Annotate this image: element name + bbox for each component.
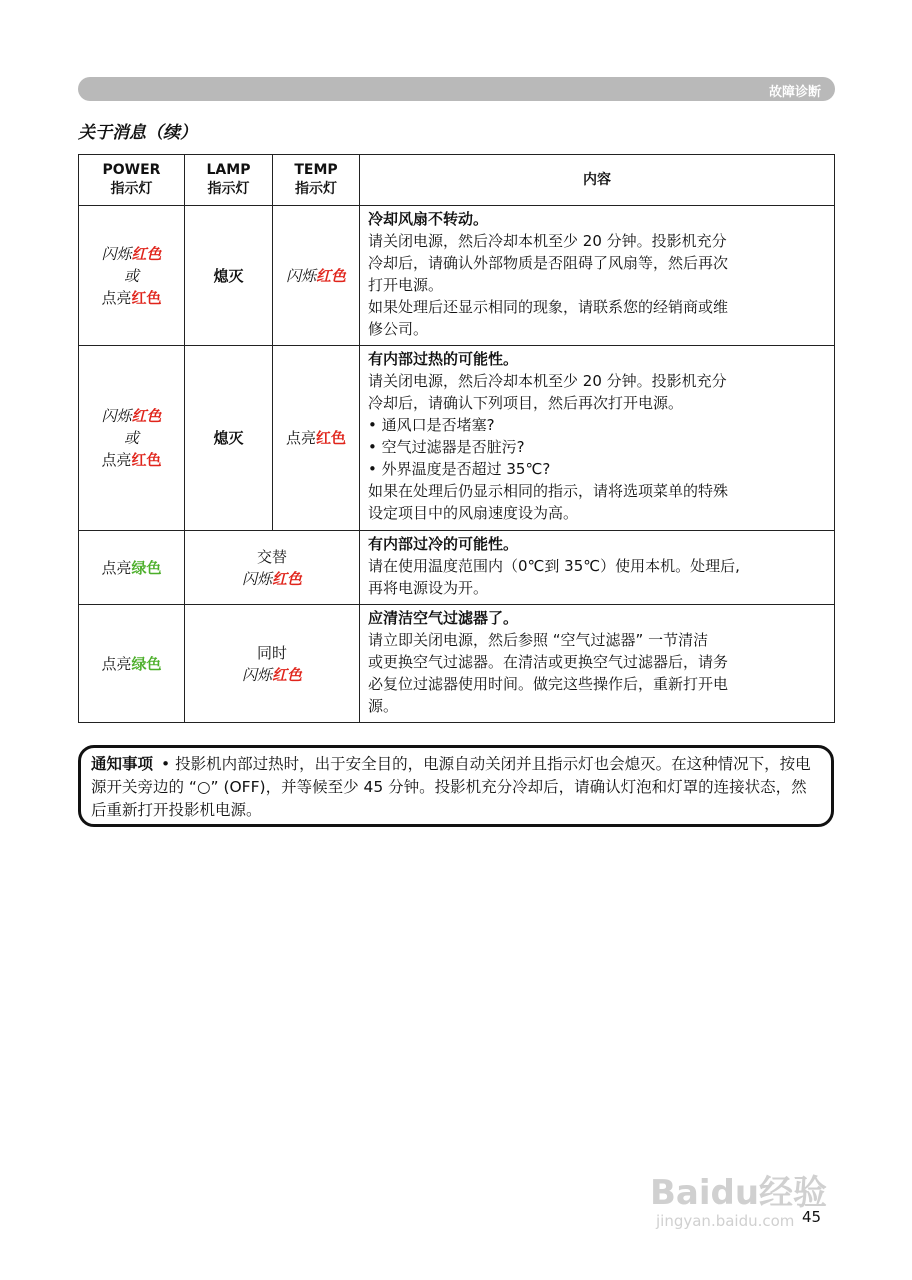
- notice-box: [78, 745, 834, 827]
- lamp-temp-mode: 同时: [256, 643, 287, 662]
- content-line: 必复位过滤器使用时间。做完这些操作后，重新打开电: [368, 675, 729, 693]
- content-line: 源。: [368, 697, 399, 715]
- content-cell: [360, 605, 835, 723]
- table-row: [79, 206, 835, 346]
- header-power-l1: POWER: [102, 162, 161, 178]
- power-state-alt: 点亮: [101, 451, 132, 469]
- content-line: 修公司。: [368, 320, 429, 338]
- header-lamp-l1: LAMP: [206, 162, 251, 178]
- header-lamp-l2: 指示灯: [207, 181, 250, 197]
- power-or: 或: [123, 429, 139, 447]
- notice-label: 通知事项: [91, 755, 154, 773]
- content-cell: [360, 531, 835, 605]
- temp-state: 点亮: [285, 429, 316, 447]
- content-line: 再将电源设为开。: [368, 579, 489, 597]
- header-temp: [273, 155, 360, 206]
- power-color: 红色: [131, 244, 162, 263]
- table-row: [79, 346, 835, 531]
- temp-indicator-cell: [273, 206, 360, 346]
- header-temp-l1: TEMP: [294, 162, 338, 178]
- content-line: • 通风口是否堵塞?: [368, 416, 495, 434]
- power-state: 点亮: [101, 654, 132, 673]
- content-line: 请在使用温度范围内（0℃到 35℃）使用本机。处理后,: [368, 557, 740, 575]
- table-row: [79, 605, 835, 723]
- content-title: 有内部过热的可能性。: [368, 350, 519, 368]
- power-color: 绿色: [131, 654, 162, 673]
- power-or: 或: [123, 266, 139, 285]
- power-state-alt: 点亮: [101, 288, 132, 307]
- page-title: 关于消息（续）: [78, 123, 197, 143]
- content-line: 打开电源。: [368, 276, 444, 294]
- header-lamp: [185, 155, 273, 206]
- baidu-watermark-url: jingyan.baidu.com: [656, 1212, 795, 1230]
- lamp-temp-indicator-cell: [185, 531, 360, 605]
- power-indicator-cell: [79, 206, 185, 346]
- lamp-temp-state: 闪烁: [241, 569, 272, 588]
- baidu-watermark-logo: Baidu经验: [650, 1173, 828, 1213]
- diagnosis-table: [78, 154, 835, 723]
- content-title: 应清洁空气过滤器了。: [368, 609, 519, 627]
- content-line: 冷却后，请确认外部物质是否阻碍了风扇等，然后再次: [368, 254, 729, 272]
- power-indicator-cell: [79, 605, 185, 723]
- power-indicator-cell: [79, 531, 185, 605]
- lamp-temp-color: 红色: [272, 569, 303, 588]
- lamp-temp-state: 闪烁: [241, 665, 272, 684]
- power-color-alt: 红色: [131, 451, 162, 469]
- section-label: 故障诊断: [768, 85, 821, 100]
- content-line: 设定项目中的风扇速度设为高。: [368, 504, 579, 522]
- header-content: 内容: [360, 155, 835, 206]
- content-title: 有内部过冷的可能性。: [368, 535, 519, 553]
- header-temp-l2: 指示灯: [295, 181, 337, 197]
- power-indicator-cell: [79, 346, 185, 531]
- lamp-temp-mode: 交替: [256, 547, 287, 566]
- content-line: 请关闭电源，然后冷却本机至少 20 分钟。投影机充分: [368, 232, 727, 250]
- power-state: 闪烁: [101, 407, 132, 425]
- lamp-temp-indicator-cell: [185, 605, 360, 723]
- content-line: • 空气过滤器是否脏污?: [368, 438, 525, 456]
- notice-text: • 投影机内部过热时，出于安全目的，电源自动关闭并且指示灯也会熄灭。在这种情况下，按电源开关旁边的 “○” (OFF)，并等候至少 45 分钟。投影机充分冷却后，请确认灯泡和灯罩的连接状态，然后重新打开投影机电源。: [91, 755, 811, 819]
- lamp-indicator-cell: 熄灭: [185, 346, 273, 531]
- power-state: 点亮: [101, 558, 132, 577]
- power-color: 绿色: [131, 558, 162, 577]
- content-cell: [360, 346, 835, 531]
- content-line: 请立即关闭电源，然后参照 “空气过滤器” 一节清洁: [368, 631, 709, 649]
- table-row: [79, 531, 835, 605]
- content-line: 如果在处理后仍显示相同的指示，请将选项菜单的特殊: [368, 482, 729, 500]
- content-line: • 外界温度是否超过 35℃?: [368, 460, 551, 478]
- power-state: 闪烁: [101, 244, 132, 263]
- power-color: 红色: [131, 407, 162, 425]
- header-power-l2: 指示灯: [110, 181, 153, 197]
- header-power: [79, 155, 185, 206]
- content-line: 如果处理后还显示相同的现象，请联系您的经销商或维: [368, 298, 729, 316]
- table-header-row: [79, 155, 835, 206]
- lamp-indicator-cell: 熄灭: [185, 206, 273, 346]
- content-title: 冷却风扇不转动。: [368, 210, 489, 228]
- content-cell: [360, 206, 835, 346]
- temp-color: 红色: [316, 266, 347, 285]
- header-bar: [78, 77, 835, 101]
- temp-indicator-cell: [273, 346, 360, 531]
- content-line: 或更换空气过滤器。在清洁或更换空气过滤器后，请务: [368, 653, 729, 671]
- content-line: 请关闭电源，然后冷却本机至少 20 分钟。投影机充分: [368, 372, 727, 390]
- lamp-temp-color: 红色: [272, 665, 303, 684]
- power-color-alt: 红色: [131, 288, 162, 307]
- temp-color: 红色: [316, 429, 347, 447]
- temp-state: 闪烁: [285, 266, 316, 285]
- page-number: 45: [802, 1208, 822, 1226]
- content-line: 冷却后，请确认下列项目，然后再次打开电源。: [368, 394, 684, 412]
